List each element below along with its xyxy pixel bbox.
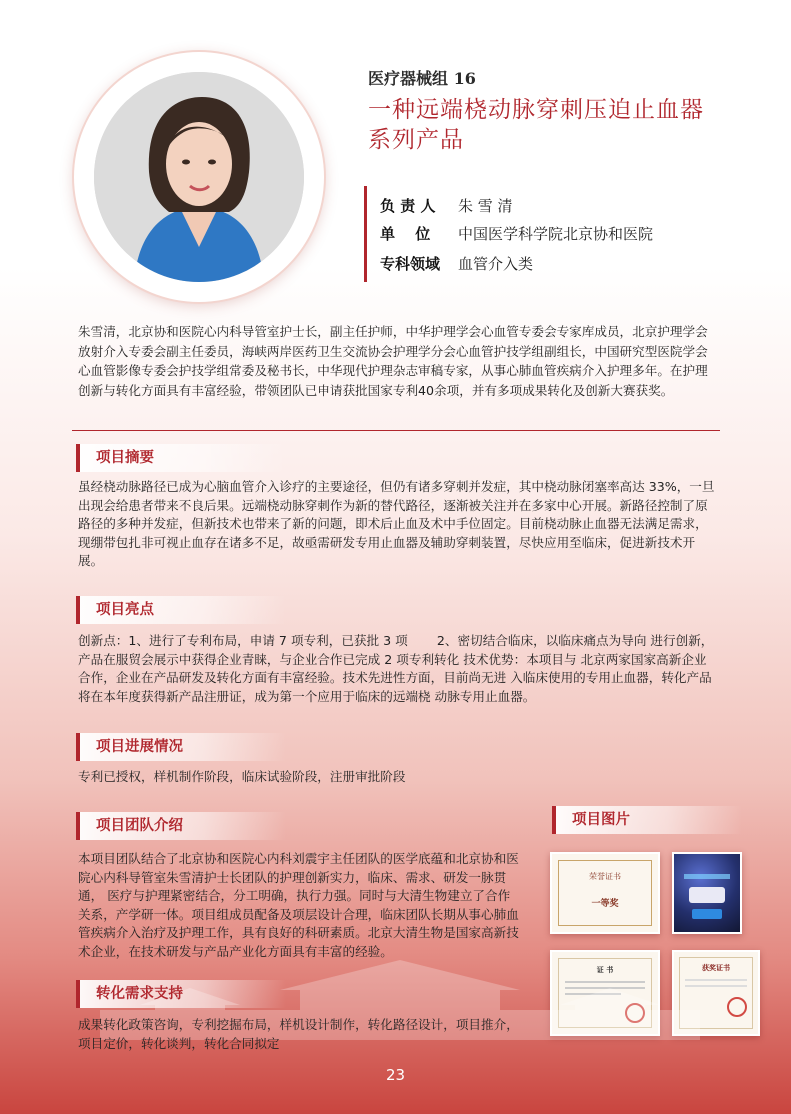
progress-text: 专利已授权，样机制作阶段，临床试验阶段，注册审批阶段: [78, 769, 406, 784]
section-heading-progress: 项目进展情况: [76, 733, 286, 761]
info-value: 朱 雪 清: [458, 197, 513, 215]
section-heading-abstract: 项目摘要: [76, 444, 286, 472]
info-row-leader: [380, 192, 513, 220]
needs-text: 成果转化政策咨询，专利挖掘布局，样机设计制作，转化路径设计，项目推介，项目定价，转化谈判，转化合同拟定: [78, 1017, 519, 1051]
info-key: 单 位: [380, 225, 431, 243]
section-heading-images: 项目图片: [552, 806, 742, 834]
abstract-text: 虽经桡动脉路径已成为心脑血管介入诊疗的主要途径，但仍有诸多穿刺并发症，其中桡动脉闭塞率高达 33%，一旦出现会给患者带来不良后果。远端桡动脉穿刺作为新的替代路径，逐渐被关注并在多家中心开展。新路径控制了原路径的多种并发症，但新技术也带来了新的问题，即术后止血及术中手位固定。目前桡动脉止血器无法满足需求，现绷带包扎非可视止血存在诸多不足，故亟需研发专用止血器及辅助穿刺装置，尽快应用至临床，促进新技术开展。: [78, 479, 715, 568]
certificate-subtitle: 一等奖: [591, 899, 619, 909]
project-title: [368, 95, 748, 155]
team-text: 本项目团队结合了北京协和医院心内科刘震宇主任团队的医学底蕴和北京协和医院心内科导管室朱雪清护士长团队的护理创新实力，临床、需求、研发一脉贯通， 医疗与护理紧密结合，分工明确，执行力强。同时与大清生物建立了合作关系，产学研一体。项目组成员配备及项层设计合理，临床团队长期从事心肺血管疾病介入治疗及护理工作，具有良好的科研素质。北京大清生物是国家高新技术企业，在技术研发与产品产业化方面具有丰富的经验。: [78, 851, 519, 959]
biography: 朱雪清，北京协和医院心内科导管室护士长，副主任护师，中华护理学会心血管专委会专家库成员，北京护理学会放射介入专委会副主任委员，海峡两岸医药卫生交流协会护理学分会心血管护技学组副组长，中国研究型医院学会心血管影像专委会护技学组常委及秘书长，中华现代护理杂志审稿专家，从事心肺血管疾病介入护理多年。在护理创新与转化方面具有丰富经验，带领团队已申请获批国家专利40余项，并有多项成果转化及创新大赛获奖。: [78, 324, 708, 398]
portrait-photo: [94, 72, 304, 282]
event-photo: [672, 852, 742, 934]
section-heading-team: 项目团队介绍: [76, 812, 286, 840]
certificate-title: 获奖证书: [702, 964, 730, 972]
portrait-illustration: [94, 72, 304, 282]
highlights-text: 创新点：1、进行了专利布局，申请 7 项专利，已获批 3 项 2、密切结合临床，以临床痛点为导向 进行创新，产品在服贸会展示中获得企业青睐，与企业合作已完成 2 项专利转化 技术优势：本项目与 北京两家国家高新企业合作，企业在产品研发及转化方面有丰富经验。技术先进性方面，目前尚无进 入临床使用的专用止血器，转化产品将在本年度获得新产品注册证，成为第一个应用于临床的远端桡 动脉专用止血器。: [78, 633, 714, 704]
info-key: 负 责 人: [380, 197, 436, 215]
certificate-image-1: [550, 852, 660, 934]
project-title-line-1: 一种远端桡动脉穿刺压迫止血器: [368, 97, 704, 123]
info-accent-bar: [364, 186, 367, 282]
certificate-title: 荣誉证书: [589, 872, 621, 881]
certificate-title: 证 书: [596, 966, 614, 974]
divider: [72, 430, 720, 431]
project-title-line-2: 系列产品: [368, 127, 464, 153]
info-row-unit: [380, 220, 653, 248]
info-value: 血管介入类: [458, 255, 534, 273]
group-label: 医疗器械组 16: [368, 69, 476, 88]
info-row-field: [380, 250, 533, 278]
section-heading-needs: 转化需求支持: [76, 980, 286, 1008]
info-value: 中国医学科学院北京协和医院: [458, 225, 654, 243]
section-heading-highlights: 项目亮点: [76, 596, 286, 624]
info-key: 专科领域: [380, 255, 441, 273]
page-number: 23: [385, 1066, 406, 1084]
